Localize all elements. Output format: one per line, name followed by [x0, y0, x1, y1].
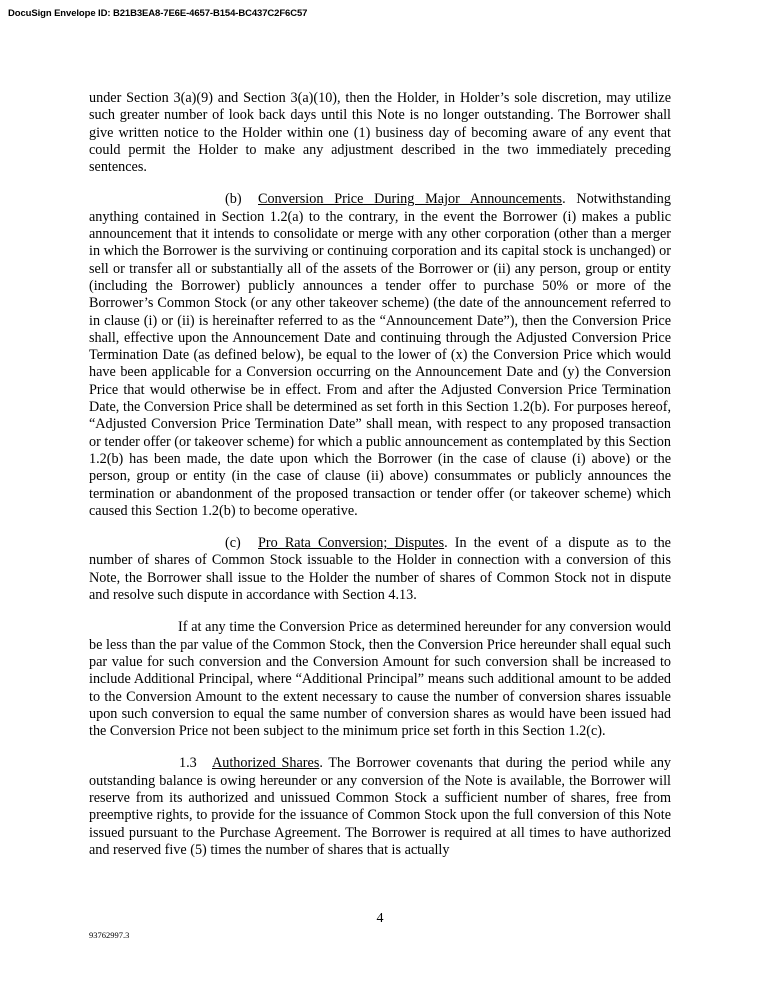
section-1-2-c: [89, 535, 671, 604]
section-body: . In the event of a dispute as to the number of shares of Common Stock issuable to the Holder in connection with a conversion of this Note, the Borrower shall issue to the Holder the number of shares of Common Stock not in dispute and resolve such dispute in accordance with Section 4.13.: [89, 535, 671, 604]
section-body: . Notwithstanding anything contained in Section 1.2(a) to the contrary, in the event the Borrower (i) makes a public announcement that it intends to consolidate or merge with any other corporation (other than a merger in which the Borrower is the surviving or continuing corporation and its capital stock is unchanged) or sell or transfer all or substantially all of the assets of the Borrower or (ii) any person, group or entity (including the Borrower) publicly announces a tender offer to purchase 50% or more of the Borrower’s Common Stock (or any other takeover scheme) (the date of the announcement referred to in clause (i) or (ii) is hereinafter referred to as the “Announcement Date”), then the Conversion Price shall, effective upon the Announcement Date and continuing through the Adjusted Conversion Price Termination Date (as defined below), be equal to the lower of (x) the Conversion Price which would have been applicable for a Conversion occurring on the Announcement Date and (y) the Conversion Price that would otherwise be in effect. From and after the Adjusted Conversion Price Termination Date, the Conversion Price shall be determined as set forth in this Section 1.2(b). For purposes hereof, “Adjusted Conversion Price Termination Date” shall mean, with respect to any proposed transaction or tender offer (or takeover scheme) for which a public announcement as contemplated by this Section 1.2(b) has been made, the date upon which the Borrower (in the case of clause (i) above) or the person, group or entity (in the case of clause (ii) above) consummates or publicly announces the termination or abandonment of the proposed transaction or tender offer (or takeover scheme) which caused this Section 1.2(b) to become operative.: [89, 191, 671, 519]
docusign-envelope-id: DocuSign Envelope ID: B21B3EA8-7E6E-4657-B154-BC437C2F6C57: [8, 8, 308, 19]
section-heading: Conversion Price During Major Announcements: [258, 191, 563, 208]
page-number: 4: [376, 911, 384, 926]
section-label: (c): [225, 535, 241, 552]
section-1-3: [89, 755, 671, 859]
section-label: (b): [225, 191, 242, 208]
paragraph-par-value: If at any time the Conversion Price as determined hereunder for any conversion would be less than the par value of the Common Stock, then the Conversion Price hereunder shall equal such par value for such conversion and the Conversion Amount for such conversion shall be increased to include Additional Principal, where “Additional Principal” means such additional amount to be added to the Conversion Amount to the extent necessary to cause the number of conversion shares issuable upon such conversion to equal the same number of conversion shares as would have been issued had the Conversion Price not been subject to the minimum price set forth in this Section 1.2(c).: [89, 619, 671, 740]
section-1-2-b: [89, 191, 671, 520]
section-body: . The Borrower covenants that during the period while any outstanding balance is owing hereunder or any conversion of the Note is available, the Borrower will reserve from its authorized and unissued Common Stock a sufficient number of shares, free from preemptive rights, to provide for the issuance of Common Stock upon the full conversion of this Note issued pursuant to the Purchase Agreement. The Borrower is required at all times to have authorized and reserved five (5) times the number of shares that is actually: [89, 755, 672, 858]
section-label: 1.3: [179, 755, 197, 772]
document-id: 93762997.3: [89, 930, 130, 940]
section-heading: Pro Rata Conversion; Disputes: [258, 535, 445, 552]
paragraph-lookback: under Section 3(a)(9) and Section 3(a)(10), then the Holder, in Holder’s sole discretion, may utilize such greater number of look back days until this Note is no longer outstanding. The Borrower shall give written notice to the Holder within one (1) business day of becoming aware of any event that could permit the Holder to make any adjustment described in the two immediately preceding sentences.: [89, 90, 671, 176]
section-heading: Authorized Shares: [212, 755, 320, 772]
document-body: [89, 90, 671, 874]
